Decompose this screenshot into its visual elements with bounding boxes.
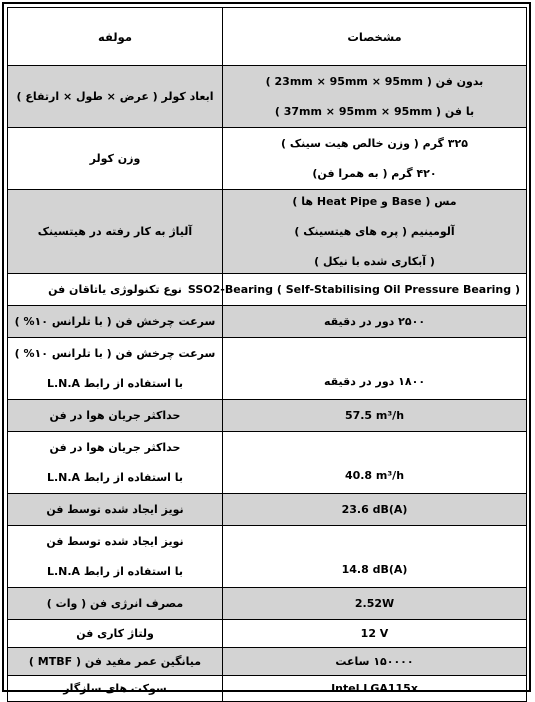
spec-line: ۲۵۰۰ دور در دقیقه <box>323 314 426 328</box>
param-line: نویز ایجاد شده توسط فن <box>46 502 184 516</box>
spec-line: ( آبکاری شده با نیکل ) <box>314 254 435 268</box>
spec-line: با فن ( 37mm × 95mm × 95mm ) <box>274 104 475 118</box>
param-cell <box>8 676 223 702</box>
spec-header: مشخصات <box>223 8 527 66</box>
spec-line: 2.52W <box>354 596 395 610</box>
param-cell <box>8 588 223 620</box>
table-row <box>8 648 527 676</box>
spec-cell <box>223 494 527 526</box>
spec-line: ۱۵۰۰۰۰ ساعت <box>335 654 414 668</box>
header-row <box>8 8 527 66</box>
param-line: با استفاده از رابط L.N.A <box>46 376 184 390</box>
spec-line: ۳۲۵ گرم ( وزن خالص هیت سینک ) <box>281 136 468 150</box>
table-row <box>8 494 527 526</box>
param-cell <box>8 526 223 588</box>
param-line: با استفاده از رابط L.N.A <box>46 470 184 484</box>
spec-line: آلومینیم ( پره های هیتسینک ) <box>294 224 455 238</box>
param-line: سوکت های سازگار <box>63 681 167 695</box>
spec-cell <box>223 338 527 400</box>
spec-cell <box>223 648 527 676</box>
spec-cell <box>223 400 527 432</box>
param-header: مولفه <box>8 8 223 66</box>
param-line: مصرف انرژی فن ( وات ) <box>46 596 184 610</box>
param-line: نویز ایجاد شده توسط فن <box>46 534 184 548</box>
spec-cell <box>223 128 527 190</box>
spec-line: ۱۸۰۰ دور در دقیقه <box>323 374 426 388</box>
spec-cell <box>223 432 527 494</box>
param-cell <box>8 338 223 400</box>
param-cell <box>8 620 223 648</box>
spec-line: 14.8 dB(A) <box>341 562 408 576</box>
table-row <box>8 338 527 400</box>
spec-cell <box>223 620 527 648</box>
spec-cell <box>223 190 527 274</box>
spec-line: 40.8 m³/h <box>344 468 405 482</box>
table-row <box>8 620 527 648</box>
param-line: ولتاژ کاری فن <box>76 626 154 640</box>
param-line: میانگین عمر مفید فن ( MTBF ) <box>28 654 202 668</box>
table-row <box>8 274 527 306</box>
param-line: آلیاژ به کار رفته در هیتسینک <box>37 224 193 238</box>
param-line: حداکثر جریان هوا در فن <box>49 440 181 454</box>
param-cell <box>8 400 223 432</box>
param-line: سرعت چرخش فن ( با تلرانس ۱۰% ) <box>14 346 216 360</box>
spec-sheet <box>2 2 531 695</box>
spec-line: بدون فن ( 23mm × 95mm × 95mm ) <box>265 74 484 88</box>
table-row <box>8 526 527 588</box>
param-line: حداکثر جریان هوا در فن <box>49 408 181 422</box>
table-row <box>8 190 527 274</box>
spec-line: Intel LGA115x <box>331 681 418 695</box>
spec-line: 57.5 m³/h <box>344 408 405 422</box>
spec-line: مس ( Base و Heat Pipe ها ) <box>292 194 457 208</box>
spec-line: 23.6 dB(A) <box>341 502 408 516</box>
spec-cell <box>187 274 527 306</box>
table-row <box>8 66 527 128</box>
spec-line: 12 V <box>360 626 389 640</box>
spec-cell <box>223 526 527 588</box>
spec-cell <box>223 66 527 128</box>
param-cell <box>8 494 223 526</box>
param-cell <box>8 306 223 338</box>
spec-cell <box>223 306 527 338</box>
spec-line: ( SSO2-Bearing ( Self-Stabilising Oil Pressure Bearing <box>187 282 520 296</box>
param-cell <box>8 128 223 190</box>
param-line: نوع تکنولوژی یاتاقان فن <box>48 282 182 296</box>
table-row <box>8 588 527 620</box>
table-row <box>8 306 527 338</box>
param-cell <box>8 432 223 494</box>
param-line: با استفاده از رابط L.N.A <box>46 564 184 578</box>
spec-table <box>7 7 527 702</box>
param-cell <box>8 190 223 274</box>
table-row <box>8 400 527 432</box>
table-row <box>8 676 527 702</box>
spec-cell <box>223 588 527 620</box>
param-cell <box>8 66 223 128</box>
table-row <box>8 128 527 190</box>
param-line: ابعاد کولر ( عرض × طول × ارتفاع ) <box>16 89 214 103</box>
param-line: وزن کولر <box>89 151 141 165</box>
param-cell <box>8 648 223 676</box>
spec-cell <box>223 676 527 702</box>
param-line: سرعت چرخش فن ( با تلرانس ۱۰% ) <box>14 314 216 328</box>
spec-line: ۴۲۰ گرم ( به همرا فن) <box>312 166 437 180</box>
table-row <box>8 432 527 494</box>
